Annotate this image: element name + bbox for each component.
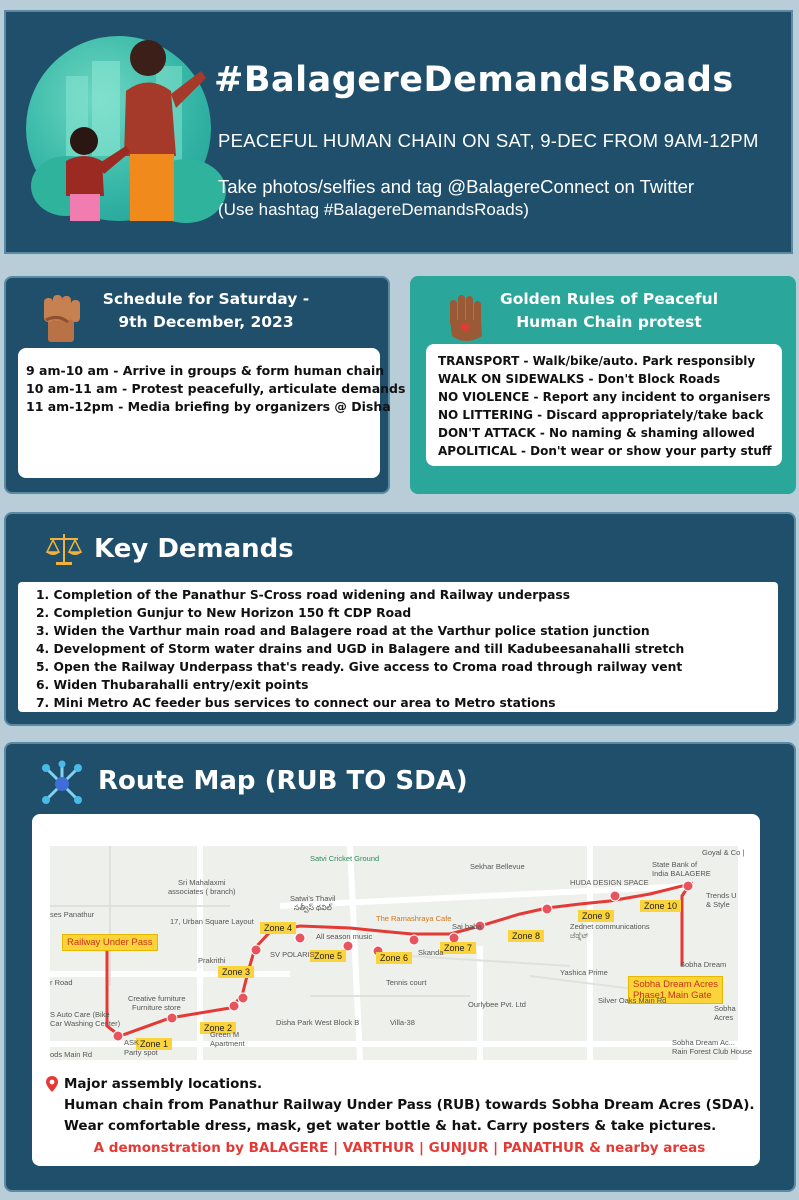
map-label: Acres	[714, 1013, 734, 1022]
map-label: Satvi Cricket Ground	[310, 854, 380, 863]
zone-label: Zone 7	[440, 942, 476, 954]
map-label: S Auto Care (Bike	[50, 1010, 110, 1019]
map-label: Car Washing Center)	[50, 1019, 121, 1028]
map-label: Party spot	[124, 1048, 158, 1057]
map-label: Sekhar Bellevue	[470, 862, 525, 871]
list-item: 4. Development of Storm water drains and UGD in Balagere and till Kadubeesanahalli stretch	[36, 642, 685, 656]
map-label: ses Panathur	[50, 910, 95, 919]
event-subtitle: PEACEFUL HUMAN CHAIN ON SAT, 9-DEC FROM 9AM-12PM	[218, 130, 759, 151]
list-item: 10 am-11 am - Protest peacefully, articulate demands	[26, 381, 406, 396]
tag-instruction: Take photos/selfies and tag @BalagereConnect on Twitter	[218, 176, 695, 197]
map-label: 17, Urban Square Layout	[170, 917, 254, 926]
list-item: 3. Widen the Varthur main road and Balagere road at the Varthur police station junction	[36, 624, 650, 638]
zone-label: Zone 8	[508, 930, 544, 942]
map-label: Ourlybee Pvt. Ltd	[468, 1000, 526, 1009]
map-label: Creative furniture	[128, 994, 186, 1003]
list-item: 1. Completion of the Panathur S-Cross road widening and Railway underpass	[36, 588, 571, 602]
map-label: Sai baba	[452, 922, 482, 931]
rules-title: Golden Rules of Peaceful Human Chain protest	[499, 290, 719, 331]
map-label: Sobha Dream Ac...	[672, 1038, 735, 1047]
demands-list	[18, 582, 778, 712]
map-label: Furniture store	[132, 1003, 181, 1012]
map-label: Tennis court	[386, 978, 427, 987]
map-label: associates ( branch)	[168, 887, 236, 896]
map-label: Disha Park West Block B	[276, 1018, 360, 1027]
map-label: HUDA DESIGN SPACE	[570, 878, 649, 887]
zone-label: Zone 3	[218, 966, 254, 978]
map-label: State Bank of	[652, 860, 698, 869]
route-map[interactable]	[50, 846, 753, 1060]
demands-title: Key Demands	[94, 534, 294, 564]
map-label: ಜೆಡ್ನೆಟ್	[570, 931, 589, 940]
map-label: All season music	[316, 932, 373, 941]
map-label: SV POLARIS	[270, 950, 315, 959]
zone-label: Zone 2	[200, 1022, 236, 1034]
map-label: Rain Forest Club House	[672, 1047, 753, 1056]
map-label: Sobha	[714, 1004, 736, 1013]
list-item: NO VIOLENCE - Report any incident to organisers	[438, 390, 771, 404]
list-item: 9 am-10 am - Arrive in groups & form human chain	[26, 363, 385, 378]
railway-underpass-callout: Railway Under Pass	[62, 934, 158, 951]
list-item: 11 am-12pm - Media briefing by organizers @ Disha	[26, 399, 391, 414]
list-item: 2. Completion Gunjur to New Horizon 150 ft CDP Road	[36, 606, 412, 620]
map-label: Sobha Dream	[680, 960, 727, 969]
network-icon	[38, 760, 86, 808]
map-label: Villa-38	[390, 1018, 415, 1027]
assembly-note: Major assembly locations.	[64, 1076, 263, 1092]
map-label: The Ramashraya Cafe	[376, 914, 452, 923]
route-note: Human chain from Panathur Railway Under Pass (RUB) towards Sobha Dream Acres (SDA).	[64, 1097, 755, 1113]
list-item: 7. Mini Metro AC feeder bus services to connect our area to Metro stations	[36, 696, 556, 710]
map-label: Trends U	[706, 891, 737, 900]
list-item: APOLITICAL - Don't wear or show your party stuff	[438, 444, 772, 458]
map-label: Yashica Prime	[560, 968, 608, 977]
list-item: WALK ON SIDEWALKS - Don't Block Roads	[438, 372, 721, 386]
map-label: India BALAGERE	[652, 869, 711, 878]
organizer-credit: A demonstration by BALAGERE | VARTHUR | GUNJUR | PANATHUR & nearby areas	[93, 1140, 706, 1156]
parent-child-illustration	[26, 36, 211, 221]
map-label: ASK	[124, 1038, 140, 1047]
hero-illustration	[26, 36, 211, 221]
map-label: Apartment	[210, 1039, 245, 1048]
map-label: Zednet communications	[570, 922, 650, 931]
list-item: 6. Widen Thubarahalli entry/exit points	[36, 678, 309, 692]
map-label: Skanda	[418, 948, 444, 957]
hashtag-instruction: (Use hashtag #BalagereDemandsRoads)	[218, 200, 529, 219]
map-label: సత్వీస్ థవిల్	[294, 903, 332, 912]
location-pin-icon	[46, 1076, 58, 1092]
rules-list	[426, 344, 782, 466]
map-label: Prakrithi	[198, 956, 226, 965]
sobha-gate-callout: Sobha Dream Acres Phase1 Main Gate	[628, 976, 723, 1004]
list-item: 5. Open the Railway Underpass that's ready. Give access to Croma road through railway vent	[36, 660, 683, 674]
route-title: Route Map (RUB TO SDA)	[98, 766, 468, 796]
attire-note: Wear comfortable dress, mask, get water bottle & hat. Carry posters & take pictures.	[64, 1118, 717, 1134]
zone-label: Zone 9	[578, 910, 614, 922]
map-label: Goyal & Co |	[702, 848, 745, 857]
map-label: Satwi's Thavil	[290, 894, 336, 903]
hero-banner	[4, 10, 793, 254]
zone-label: Zone 10	[640, 900, 681, 912]
map-label: Green M	[210, 1030, 240, 1039]
zone-label: Zone 1	[136, 1038, 172, 1050]
list-item: TRANSPORT - Walk/bike/auto. Park responsibly	[438, 354, 756, 368]
list-item: DON'T ATTACK - No naming & shaming allowed	[438, 426, 755, 440]
list-item: NO LITTERING - Discard appropriately/take back	[438, 408, 764, 422]
zone-label: Zone 6	[376, 952, 412, 964]
map-label: Silver Oaks Main Rd	[598, 996, 667, 1005]
map-label: & Style	[706, 900, 730, 909]
scales-icon	[44, 532, 84, 568]
zone-label: Zone 4	[260, 922, 296, 934]
zone-label: Zone 5	[310, 950, 346, 962]
map-label: ods Main Rd	[50, 1050, 93, 1059]
page-title: #BalagereDemandsRoads	[214, 60, 734, 100]
schedule-list	[18, 348, 406, 478]
map-label: Sri Mahalaxmi	[178, 878, 226, 887]
map-label: r Road	[50, 978, 73, 987]
schedule-title: Schedule for Saturday - 9th December, 2023	[102, 290, 310, 331]
